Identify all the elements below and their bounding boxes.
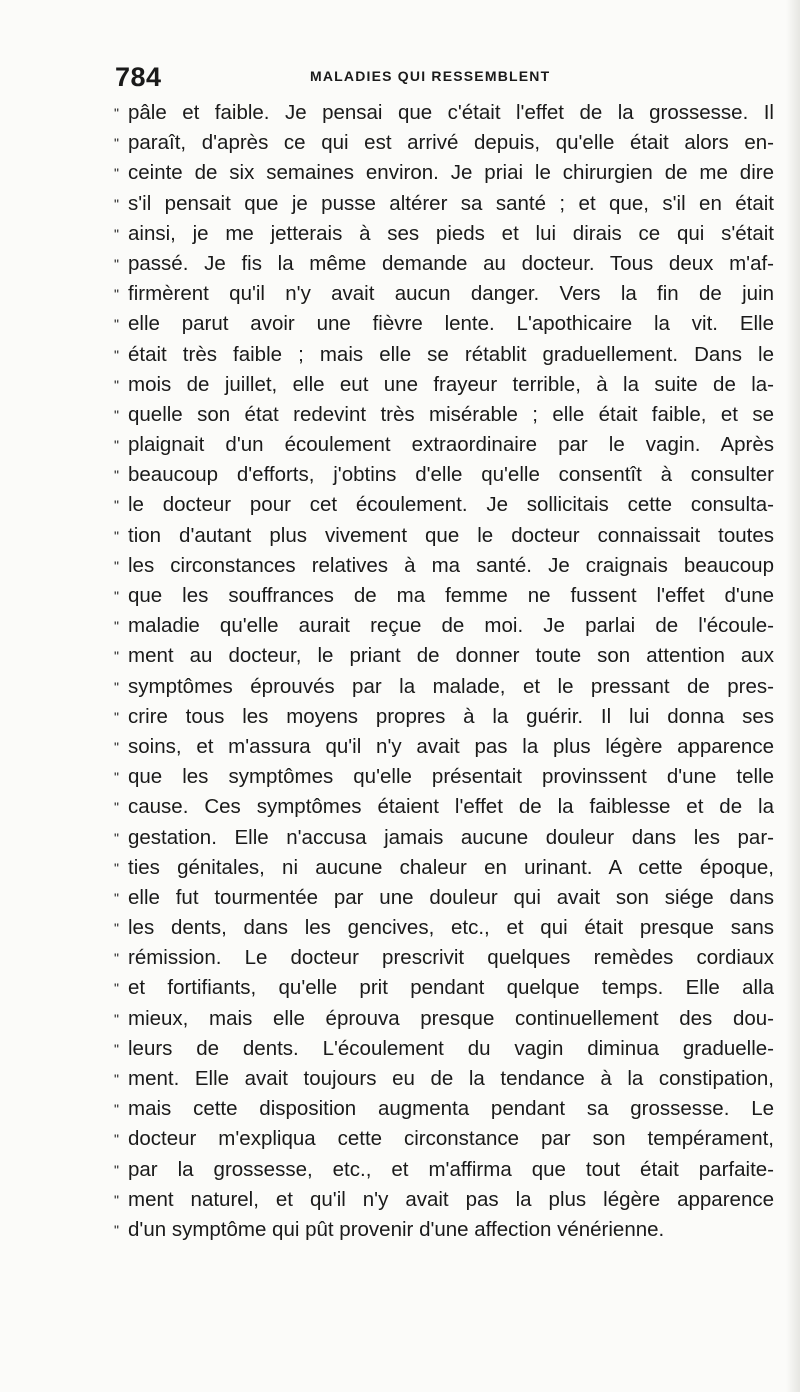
quote-mark: " [114,799,119,816]
quote-mark: " [114,376,119,393]
text-line [114,611,774,641]
text-line [114,762,774,792]
text-line [114,1094,774,1124]
quote-mark: " [114,950,119,967]
line-text: ties génitales, ni aucune chaleur en urinant. A cette époque, [128,855,774,879]
quote-mark: " [114,1071,119,1087]
line-text: ainsi, je me jetterais à ses pieds et lui dirais ce qui s'était [128,221,774,245]
line-text: maladie qu'elle aurait reçue de moi. Je parlai de l'écoule- [128,614,774,638]
quote-mark: " [114,225,119,242]
quote-mark: " [114,859,119,876]
quote-mark: " [114,769,119,786]
text-line [114,1215,774,1245]
text-line [114,913,774,943]
line-text: passé. Je fis la même demande au docteur. Tous deux m'af- [128,251,774,275]
line-text: leurs de dents. L'écoulement du vagin diminua graduelle- [128,1036,774,1060]
quote-mark: " [114,286,119,303]
quote-mark: " [114,829,119,846]
text-line [114,521,774,551]
line-text: beaucoup d'efforts, j'obtins d'elle qu'elle consentît à consulter [128,463,774,487]
text-line [114,732,774,762]
line-text: ment au docteur, le priant de donner toute son attention aux [128,644,774,668]
text-line [114,1034,774,1064]
page-header [115,62,775,98]
line-text: elle parut avoir une fièvre lente. L'apothicaire la vit. Elle [128,312,774,336]
quote-mark: " [114,406,119,423]
body-text [114,98,774,1245]
text-line [114,1124,774,1154]
quote-mark: " [114,738,119,755]
text-line [114,702,774,732]
line-text: et fortifiants, qu'elle prit pendant quelque temps. Elle alla [128,976,774,1000]
line-text: s'il pensait que je pusse altérer sa santé ; et que, s'il en était [128,191,774,215]
quote-mark: " [114,467,119,484]
line-text: mais cette disposition augmenta pendant sa grossesse. Le [128,1097,774,1121]
quote-mark: " [114,1191,119,1208]
line-text: docteur m'expliqua cette circonstance par son tempérament, [128,1127,774,1151]
text-line [114,1064,774,1094]
line-text: ceinte de six semaines environ. Je priai le chirurgien de me dire [128,161,774,185]
text-line [114,249,774,279]
text-line [114,1185,774,1215]
text-line [114,279,774,309]
line-text: mieux, mais elle éprouva presque continuellement des dou- [128,1006,774,1030]
line-text: ment naturel, et qu'il n'y avait pas la plus légère apparence [128,1187,774,1211]
line-text: rémission. Le docteur prescrivit quelques remèdes cordiaux [128,946,774,970]
line-text: gestation. Elle n'accusa jamais aucune douleur dans les par- [128,825,774,849]
quote-mark: " [114,678,119,695]
line-text: que les symptômes qu'elle présentait provinssent d'une telle [128,765,774,789]
quote-mark: " [114,437,119,454]
text-line [114,1155,774,1185]
quote-mark: " [114,1010,119,1027]
text-line [114,189,774,219]
quote-mark: " [114,1131,119,1148]
text-line [114,943,774,973]
text-line [114,1004,774,1034]
text-line [114,581,774,611]
quote-mark: " [114,497,119,514]
quote-mark: " [114,316,119,333]
line-text: ment. Elle avait toujours eu de la tendance à la constipation, [128,1067,774,1090]
line-text: cause. Ces symptômes étaient l'effet de la faiblesse et de la [128,795,774,819]
quote-mark: " [114,195,119,212]
text-line [114,128,774,158]
text-line [114,400,774,430]
line-text: par la grossesse, etc., et m'affirma que tout était parfaite- [128,1157,774,1181]
quote-mark: " [114,980,119,997]
text-line [114,98,774,128]
quote-mark: " [114,1040,119,1057]
text-line [114,219,774,249]
line-text: le docteur pour cet écoulement. Je sollicitais cette consulta- [128,493,774,517]
text-line [114,792,774,822]
line-text: d'un symptôme qui pût provenir d'une affection vénérienne. [128,1217,665,1241]
page-edge-shadow [786,0,800,1392]
line-text: tion d'autant plus vivement que le docteur connaissait toutes [128,523,774,547]
text-line [114,823,774,853]
page-number: 784 [115,62,162,92]
quote-mark: " [114,135,119,152]
text-line [114,641,774,671]
text-line [114,430,774,460]
line-text: crire tous les moyens propres à la guérir. Il lui donna ses [128,704,774,728]
quote-mark: " [114,1101,119,1118]
text-line [114,309,774,339]
quote-mark: " [114,648,119,665]
quote-mark: " [114,889,119,906]
quote-mark: " [114,618,119,635]
quote-mark: " [114,1221,119,1238]
running-head: MALADIES QUI RESSEMBLENT [310,68,551,84]
quote-mark: " [114,1161,119,1178]
quote-mark: " [114,708,119,725]
text-line [114,973,774,1003]
quote-mark: " [114,165,119,182]
text-line [114,853,774,883]
line-text: firmèrent qu'il n'y avait aucun danger. Vers la fin de juin [128,282,774,306]
line-text: que les souffrances de ma femme ne fussent l'effet d'une [128,584,774,607]
text-line [114,551,774,581]
line-text: plaignait d'un écoulement extraordinaire par le vagin. Après [128,433,774,457]
line-text: elle fut tourmentée par une douleur qui avait son siége dans [128,885,774,909]
line-text: pâle et faible. Je pensai que c'était l'effet de la grossesse. Il [128,101,774,124]
line-text: les dents, dans les gencives, etc., et qui était presque sans [128,916,774,940]
quote-mark: " [114,920,119,937]
line-text: mois de juillet, elle eut une frayeur terrible, à la suite de la- [128,372,774,396]
line-text: les circonstances relatives à ma santé. Je craignais beaucoup [128,553,774,577]
text-line [114,883,774,913]
text-line [114,460,774,490]
quote-mark: " [114,527,119,544]
line-text: quelle son état redevint très misérable ; elle était faible, et se [128,402,774,426]
text-line [114,672,774,702]
text-line [114,370,774,400]
line-text: symptômes éprouvés par la malade, et le pressant de pres- [128,674,774,698]
quote-mark: " [114,105,119,121]
text-line [114,340,774,370]
line-text: était très faible ; mais elle se rétablit graduellement. Dans le [128,342,774,366]
line-text: paraît, d'après ce qui est arrivé depuis, qu'elle était alors en- [128,131,774,155]
quote-mark: " [114,588,119,604]
quote-mark: " [114,557,119,574]
text-line [114,490,774,520]
text-line [114,158,774,188]
quote-mark: " [114,255,119,272]
line-text: soins, et m'assura qu'il n'y avait pas la plus légère apparence [128,734,774,758]
quote-mark: " [114,346,119,363]
